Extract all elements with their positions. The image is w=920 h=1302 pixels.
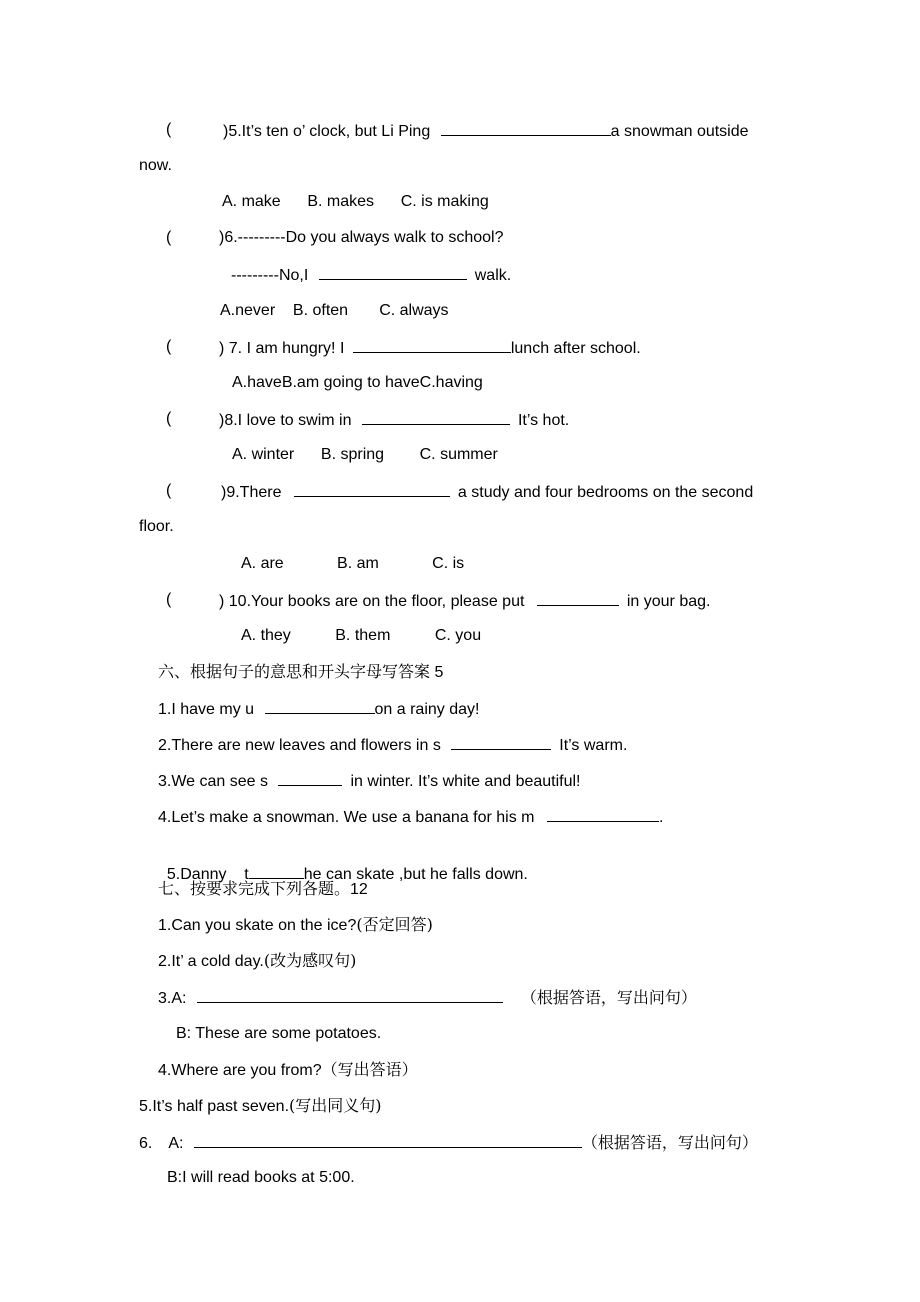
section-six-heading: 六、根据句子的意思和开头字母写答案 5: [158, 662, 444, 681]
sec7-item-2: 2.It’ a cold day.(改为感叹句): [158, 951, 357, 970]
sec7-item-3: 3.A: （根据答语，写出问句）: [158, 988, 697, 1007]
answer-blank[interactable]: [451, 734, 551, 750]
q10-question: ) 10.Your books are on the floor, please put in your bag.: [219, 590, 710, 612]
answer-blank[interactable]: [278, 770, 342, 786]
q9-options: A. are B. am C. is: [241, 555, 465, 572]
answer-blank[interactable]: [441, 120, 611, 136]
answer-blank[interactable]: [194, 1132, 582, 1148]
q6-answer-line: ---------No,I walk.: [231, 264, 511, 286]
q10-line: (: [166, 591, 172, 608]
answer-blank[interactable]: [362, 409, 510, 425]
q9-continuation: floor.: [139, 518, 174, 535]
sec7-item-4: 4.Where are you from?（写出答语）: [158, 1060, 418, 1079]
section-seven-heading: 七、按要求完成下列各题。12: [158, 879, 368, 898]
q7-options: A.haveB.am going to haveC.having: [232, 374, 483, 391]
sec7-item-3-reply: B: These are some potatoes.: [176, 1025, 382, 1042]
q8-question: )8.I love to swim in It’s hot.: [219, 409, 569, 431]
sec7-item-6-reply: B:I will read books at 5:00.: [167, 1169, 355, 1186]
q9-line: (: [166, 482, 172, 499]
q6-options: A.never B. often C. always: [220, 302, 449, 319]
sec6-item-4: 4.Let’s make a snowman. We use a banana for his m .: [158, 806, 663, 828]
q7-question: ) 7. I am hungry! I lunch after school.: [219, 337, 641, 359]
answer-blank[interactable]: [249, 863, 304, 879]
sec6-item-1: 1.I have my u on a rainy day!: [158, 698, 479, 720]
answer-blank[interactable]: [197, 987, 503, 1003]
answer-blank[interactable]: [353, 337, 511, 353]
answer-blank[interactable]: [319, 264, 467, 280]
q8-line: (: [166, 410, 172, 427]
sec6-item-3: 3.We can see s in winter. It’s white and beautiful!: [158, 770, 581, 792]
q5-line: (: [166, 121, 172, 138]
q5-options: A. make B. makes C. is making: [222, 193, 489, 210]
answer-blank[interactable]: [265, 698, 375, 714]
q5-question: )5.It’s ten o’ clock, but Li Ping a snowman outside: [223, 120, 749, 142]
answer-blank[interactable]: [547, 806, 659, 822]
q6-line: (: [166, 229, 172, 246]
sec6-item-2: 2.There are new leaves and flowers in s It’s warm.: [158, 734, 627, 756]
q6-question: )6.---------Do you always walk to school?: [219, 229, 504, 246]
q10-options: A. they B. them C. you: [241, 627, 482, 644]
answer-blank[interactable]: [294, 481, 450, 497]
answer-blank[interactable]: [537, 590, 619, 606]
sec6-item-5: 5.Danny t he can skate ,but he falls down.: [158, 843, 528, 885]
sec7-item-5: 5.It’s half past seven.(写出同义句): [139, 1096, 382, 1115]
q9-question: )9.There a study and four bedrooms on the second: [221, 481, 753, 503]
q8-options: A. winter B. spring C. summer: [232, 446, 498, 463]
q5-continuation: now.: [139, 157, 172, 174]
q7-line: (: [166, 338, 172, 355]
sec7-item-1: 1.Can you skate on the ice?(否定回答): [158, 915, 433, 934]
sec7-item-6: 6. A: （根据答语，写出问句）: [139, 1133, 758, 1152]
